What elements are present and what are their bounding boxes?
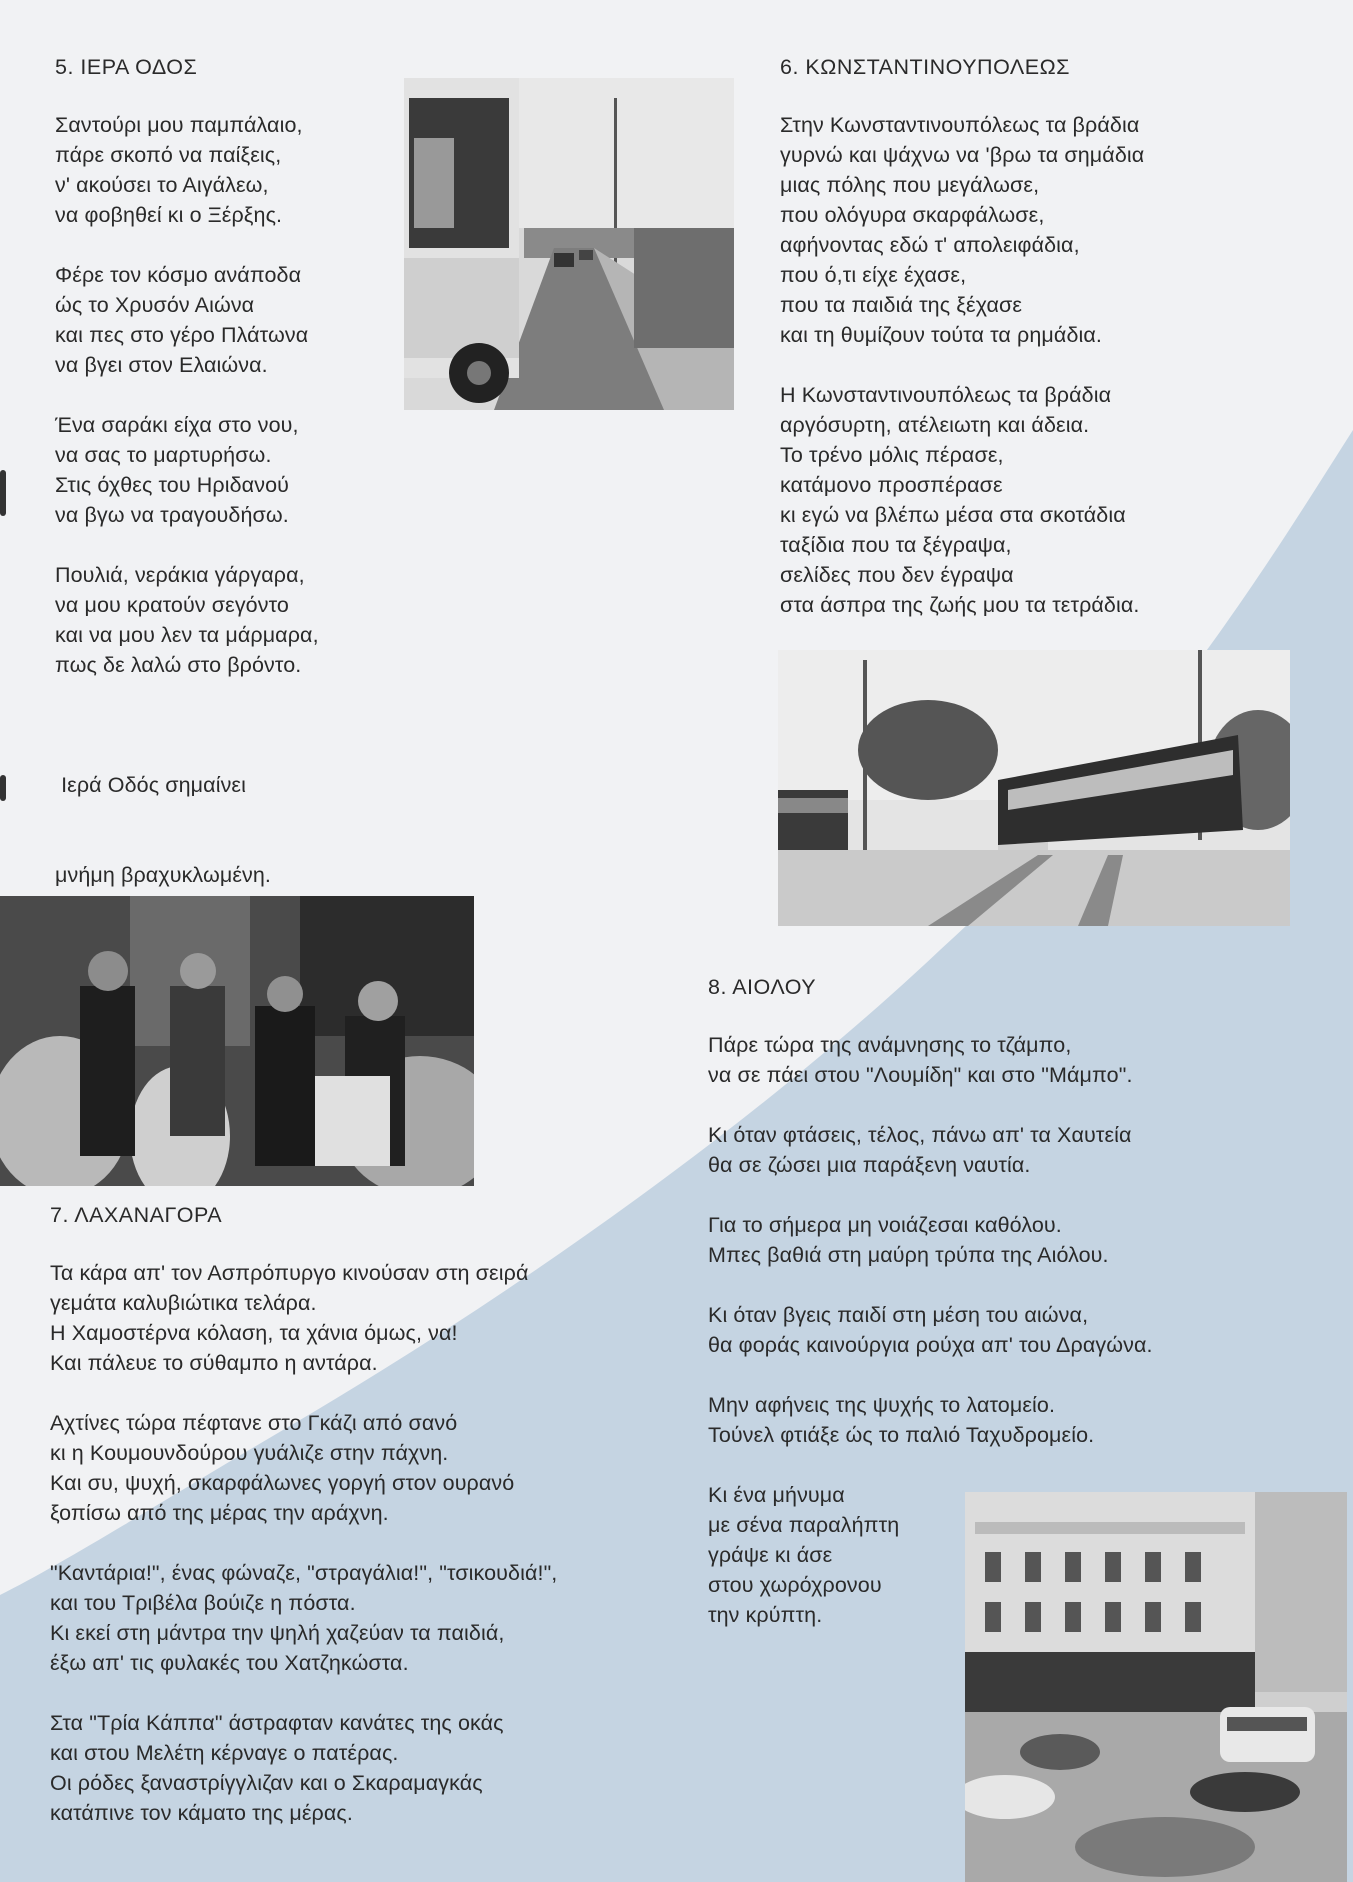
verse-line: Οι ρόδες ξαναστρίγγλιζαν και ο Σκαραμαγκάς [50,1771,483,1795]
verse-line: Τα κάρα απ' τον Ασπρόπυργο κινούσαν στη σειρά [50,1261,529,1285]
verse-line: Πάρε τώρα της ανάμνησης το τζάμπο, [708,1033,1072,1057]
verse-line: να φοβηθεί κι ο Ξέρξης. [55,203,283,227]
verse-line: και στου Μελέτη κέρναγε ο πατέρας. [50,1741,399,1765]
verse-line: Στην Κωνσταντινουπόλεως τα βράδια [780,113,1140,137]
verse-line: ν' ακούσει το Αιγάλεω, [55,173,269,197]
verse-line: Η Χαμοστέρνα κόλαση, τα χάνια όμως, να! [50,1321,458,1345]
verse-line: αφήνοντας εδώ τ' απολειφάδια, [780,233,1080,257]
verse-line: γράψε κι άσε [708,1543,833,1567]
verse-line: στα άσπρα της ζωής μου τα τετράδια. [780,593,1140,617]
stanza [708,1030,1153,1090]
verse-line: πως δε λαλώ στο βρόντο. [55,653,302,677]
verse-line: έξω απ' τις φυλακές του Χατζηκώστα. [50,1651,409,1675]
stanza [50,1558,557,1678]
verse-line: μνήμη βραχυκλωμένη. [55,863,271,887]
verse-line: και τη θυμίζουν τούτα τα ρημάδια. [780,323,1102,347]
verse-line: να σε πάει στου "Λουμίδη" και στο "Μάμπο". [708,1063,1133,1087]
verse-line: την κρύπτη. [708,1603,823,1627]
stanza [55,410,343,530]
poem-title: 7. ΛΑΧΑΝΑΓΟΡΑ [50,1203,223,1227]
verse-line: Τούνελ φτιάξε ώς το παλιό Ταχυδρομείο. [708,1423,1095,1447]
verse-line: Στα "Τρία Κάππα" άστραφταν κανάτες της οκάς [50,1711,504,1735]
stanza [780,380,1144,620]
verse-line: με σένα παραλήπτη [708,1513,900,1537]
verse-line: Κι ένα μήνυμα [708,1483,845,1507]
verse-line: μιας πόλης που μεγάλωσε, [780,173,1040,197]
verse-line: που τα παιδιά της ξέχασε [780,293,1023,317]
verse-line: στου χωρόχρονου [708,1573,882,1597]
stanza [55,110,343,230]
verse-line: Ένα σαράκι είχα στο νου, [55,413,299,437]
verse-line: Σαντούρι μου παμπάλαιο, [55,113,303,137]
verse-line: κι η Κουμουνδούρου γυάλιζε στην πάχνη. [50,1441,449,1465]
stanza [50,1258,557,1378]
verse-line: σελίδες που δεν έγραψα [780,563,1014,587]
verse-line: να σας το μαρτυρήσω. [55,443,272,467]
verse-line: Μην αφήνεις της ψυχής το λατομείο. [708,1393,1056,1417]
poem-lachanagora [50,1200,557,1858]
verse-line: Κι όταν βγεις παιδί στη μέση του αιώνα, [708,1303,1089,1327]
stanza [50,1408,557,1528]
stanza [780,110,1144,350]
train-photo [778,650,1290,926]
verse-line: πάρε σκοπό να παίξεις, [55,143,282,167]
street-truck-photo [404,78,734,410]
verse-line: "Καντάρια!", ένας φώναζε, "στραγάλια!", "τσικουδιά!", [50,1561,558,1585]
verse-line: θα φοράς καινούργια ρούχα απ' του Δραγώνα. [708,1333,1153,1357]
verse-line: Στις όχθες του Ηριδανού [55,473,289,497]
stanza [55,260,343,380]
verse-line: ώς το Χρυσόν Αιώνα [55,293,255,317]
poem-title: 8. ΑΙΟΛΟΥ [708,975,817,999]
stanza [708,1210,1153,1270]
verse-line: Αχτίνες τώρα πέφτανε στο Γκάζι από σανό [50,1411,458,1435]
verse-line: κι εγώ να βλέπω μέσα στα σκοτάδια [780,503,1126,527]
verse-line: αργόσυρτη, ατέλειωτη και άδεια. [780,413,1090,437]
verse-line: που ό,τι είχε έχασε, [780,263,967,287]
stanza [708,1300,1153,1360]
verse-line: και του Τριβέλα βούιζε η πόστα. [50,1591,356,1615]
verse-line: Η Κωνσταντινουπόλεως τα βράδια [780,383,1112,407]
verse-line: ξοπίσω από της μέρας την αράχνη. [50,1501,389,1525]
poem-title: 6. ΚΩΝΣΤΑΝΤΙΝΟΥΠΟΛΕΩΣ [780,55,1070,79]
verse-line: που ολόγυρα σκαρφάλωσε, [780,203,1045,227]
verse-line: να βγω να τραγουδήσω. [55,503,289,527]
verse-line: κατάμονο προσπέρασε [780,473,1003,497]
verse-line: Το τρένο μόλις πέρασε, [780,443,1004,467]
verse-line: να μου κρατούν σεγόντο [55,593,289,617]
verse-line: Και πάλευε το σύθαμπο η αντάρα. [50,1351,378,1375]
verse-line: Κι εκεί στη μάντρα την ψηλή χαζεύαν τα παιδιά, [50,1621,505,1645]
verse-line: και να μου λεν τα μάρμαρα, [55,623,319,647]
verse-line: γυρνώ και ψάχνω να 'βρω τα σημάδια [780,143,1145,167]
poem-konstantinoupoleos [780,52,1144,650]
verse-line: Μπες βαθιά στη μαύρη τρύπα της Αιόλου. [708,1243,1109,1267]
stanza [50,1708,557,1828]
edge-mark [0,470,6,516]
verse-line: Ιερά Οδός σημαίνει [55,773,246,797]
verse-line: γεμάτα καλυβιώτικα τελάρα. [50,1291,317,1315]
stanza [55,560,343,680]
verse-line: Κι όταν φτάσεις, τέλος, πάνω απ' τα Χαυτεία [708,1123,1132,1147]
verse-line: θα σε ζώσει μια παράξενη ναυτία. [708,1153,1031,1177]
verse-line: ταξίδια που τα ξέγραψα, [780,533,1012,557]
verse-line: κατάπινε τον κάματο της μέρας. [50,1801,353,1825]
verse-line: και πες στο γέρο Πλάτωνα [55,323,309,347]
edge-mark [0,775,6,801]
verse-line: Πουλιά, νεράκια γάργαρα, [55,563,305,587]
stanza [708,1390,1153,1450]
verse-line: Και συ, ψυχή, σκαρφάλωνες γοργή στον ουρανό [50,1471,515,1495]
market-workers-photo [0,896,474,1186]
verse-line: Φέρε τον κόσμο ανάποδα [55,263,302,287]
verse-line: Για το σήμερα μη νοιάζεσαι καθόλου. [708,1213,1062,1237]
stanza [708,1120,1153,1180]
city-square-photo [965,1492,1347,1882]
verse-line: να βγει στον Ελαιώνα. [55,353,268,377]
poem-title: 5. ΙΕΡΑ ΟΔΟΣ [55,55,198,79]
